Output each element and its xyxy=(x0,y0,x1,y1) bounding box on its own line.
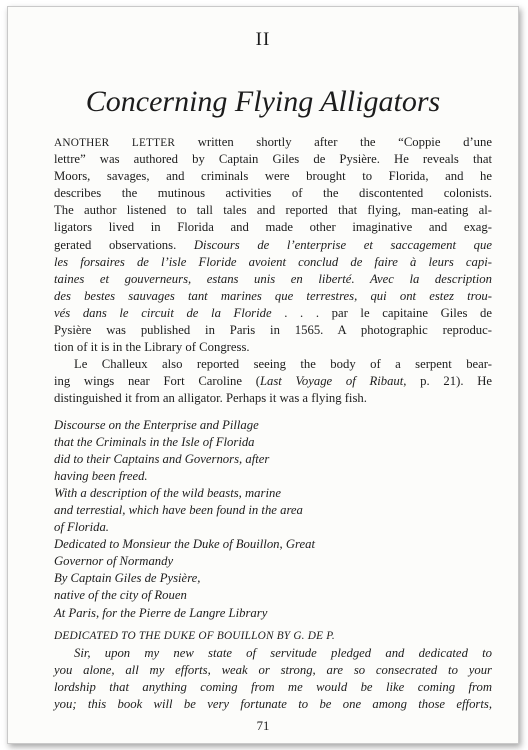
paragraph-intro xyxy=(54,134,492,356)
text-line: ligators lived in Florida and made other imaginative and exag- xyxy=(54,220,492,235)
text-line: lordship that anything coming from me would be like coming from xyxy=(54,679,492,694)
verse-line: Discourse on the Enterprise and Pillage xyxy=(54,417,259,432)
text-line xyxy=(54,373,492,390)
verse-line: native of the city of Rouen xyxy=(54,588,187,603)
verse-line: Governor of Normandy xyxy=(54,554,174,569)
italic-run: Last Voyage of Ribaut xyxy=(259,374,404,389)
text-line: Le Challeux also reported seeing the body of a serpent bear- xyxy=(74,357,492,372)
verse-line: of Florida. xyxy=(54,520,109,535)
text-line: les forsaires de l’isle Floride avoient conclud de faire à leurs capi- xyxy=(54,254,492,269)
verse-line: that the Criminals in the Isle of Florida xyxy=(54,434,255,449)
dedication-heading-block xyxy=(54,628,492,645)
text-run: gerated observations. xyxy=(54,237,194,252)
text-run: written shortly after the “Coppie d’une xyxy=(175,135,492,149)
verse-line: did to their Captains and Governors, after xyxy=(54,451,270,466)
text-run: . . . par le capitaine Giles de xyxy=(271,305,492,320)
translated-title-block xyxy=(54,417,492,622)
paragraph-challeux xyxy=(54,356,492,407)
text-line: Pysière was published in Paris in 1565. A photographic reproduc- xyxy=(54,323,492,338)
text-line: taines et gouverneurs, estans unis en liberté. Avec la description xyxy=(54,271,492,286)
text-line: you alone, all my efforts, weak or strong, are so consecrated to your xyxy=(54,662,492,677)
text-line: Moors, savages, and criminals were brought to Florida, and he xyxy=(54,169,492,184)
text-line xyxy=(54,237,492,254)
dedication-text xyxy=(54,645,492,713)
verse-line: With a description of the wild beasts, marine xyxy=(54,485,281,500)
page-number: 71 xyxy=(256,719,270,733)
verse-line: At Paris, for the Pierre de Langre Library xyxy=(54,605,268,620)
verse-line: having been freed. xyxy=(54,468,148,483)
text-line: The author listened to tall tales and reported that flying, man-eating al- xyxy=(54,203,492,218)
text-line: des bestes sauvages tant marines que terrestres, qui ont estez trou- xyxy=(54,288,492,303)
text-line: Sir, upon my new state of servitude pledged and dedicated to xyxy=(74,645,492,660)
verse-line: Dedicated to Monsieur the Duke of Bouillon, Great xyxy=(54,537,315,552)
page-body xyxy=(54,134,492,713)
verse-line: and terrestial, which have been found in the area xyxy=(54,502,303,517)
text-line: describes the mutinous activities of the discontented colonists. xyxy=(54,186,492,201)
text-line: tion of it is in the Library of Congress. xyxy=(54,340,250,355)
text-run: ing wings near Fort Caroline ( xyxy=(54,374,260,389)
italic-run: vés dans le circuit de la Floride xyxy=(54,305,272,320)
text-line: distinguished it from an alligator. Perhaps it was a flying fish. xyxy=(54,391,367,406)
text-line: you; this book will be very fortunate to be one among those efforts, xyxy=(54,697,492,711)
smallcaps-lead: ANOTHER LETTER xyxy=(54,137,176,149)
chapter-number: II xyxy=(255,29,271,50)
text-line xyxy=(54,305,492,322)
verse-line: By Captain Giles de Pysière, xyxy=(54,571,201,586)
text-run: , p. 21). He xyxy=(403,374,492,389)
text-line xyxy=(54,134,492,151)
italic-run: Discours de l’enterprise et saccagement que xyxy=(193,237,492,252)
book-page xyxy=(7,6,519,744)
chapter-title: Concerning Flying Alligators xyxy=(85,85,441,118)
dedication-heading: DEDICATED TO THE DUKE OF BOUILLON BY G. DE P. xyxy=(54,629,335,642)
text-line: lettre” was authored by Captain Giles de Pysière. He reveals that xyxy=(54,152,492,167)
